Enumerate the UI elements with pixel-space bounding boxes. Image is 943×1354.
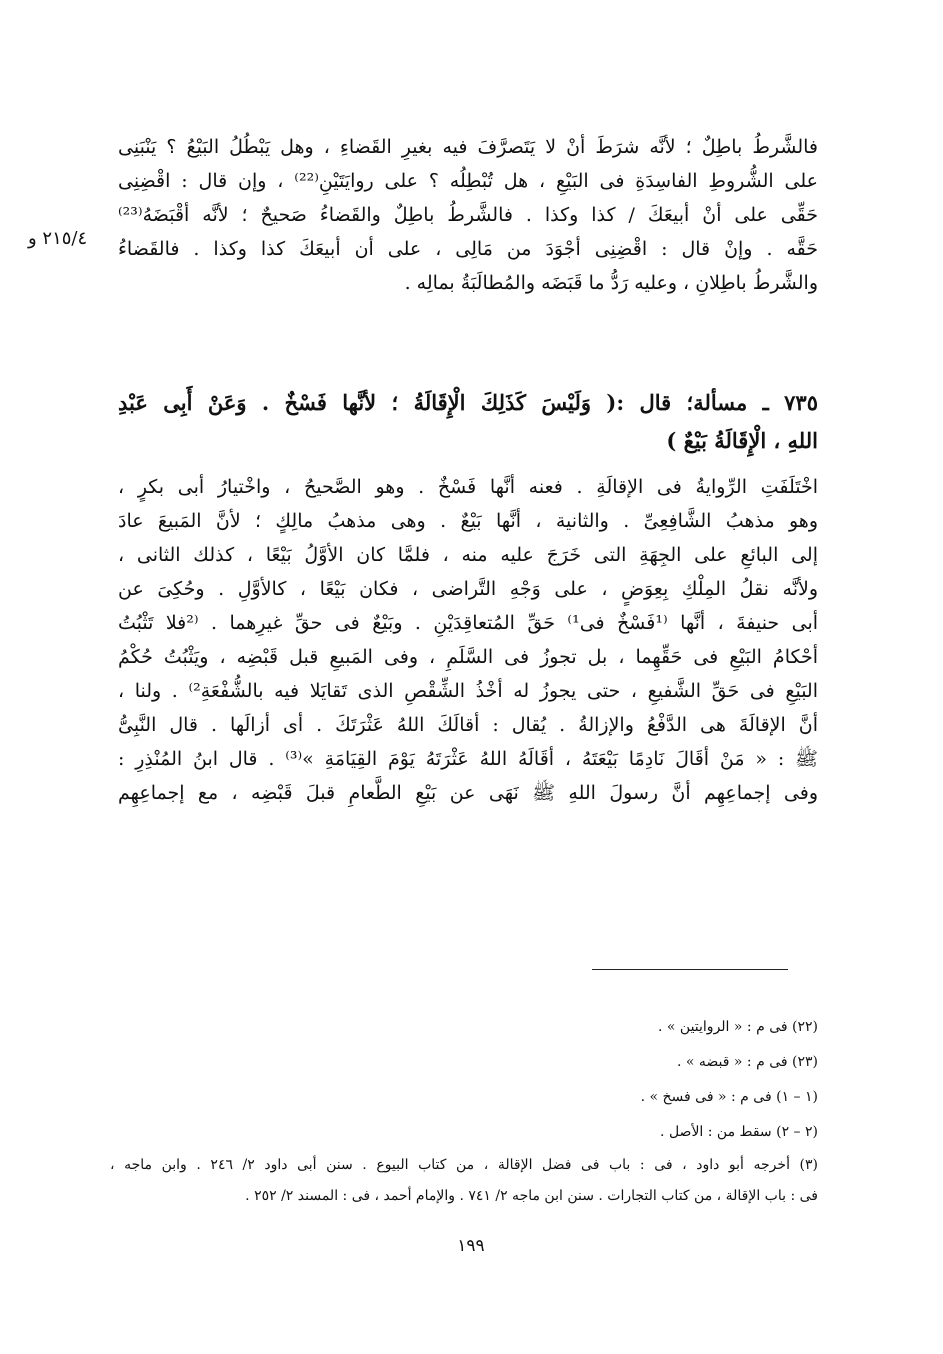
text-line: وفى إجماعِهِم أنَّ رسولَ اللهِ ﷺ نَهَى عن بَيْعِ الطَّعامِ قبلَ قَبْضِه ، مع إجماعِهِم [118,782,818,804]
page-number: ١٩٩ [457,1236,485,1256]
footnote-line: فى : باب الإقالة ، من كتاب التجارات . سنن ابن ماجه ٢/ ٧٤١ . والإمام أحمد ، فى : المسند ٢/ ٢٥٢ . [245,1188,818,1204]
footnote-line: (٣) أخرجه أبو داود ، فى : باب فى فضل الإقالة ، من كتاب البيوع . سنن أبى داود ٢/ ٢٤٦ . وابن ماجه ، [110,1157,818,1173]
footnotes [110,1010,818,1212]
text-line: حَقَّه . وإنْ قال : اقْضِنِى أجْوَدَ من مَالِى ، على أن أبيعَكَ كذا وكذا . فالقَضاءُ [118,238,818,260]
text-line: ولأنَّه نقلُ المِلْكِ بِعِوَضٍ ، على وَجْهِ التَّراضى ، فكان بَيْعًا ، كالأوَّلِ . وحُكِىَ عن [118,578,818,600]
text-line: البَيْعِ فى حَقِّ الشَّفيعِ ، حتى يجوزُ له أخْذُ الشِّقْصِ الذى تَقايَلا فيه بالشُّفْعَةِ²⁾ . ولنا ، [118,680,818,702]
text-line: على الشُّروطِ الفاسِدَةِ فى البَيْعِ ، هل تُبْطِلُه ؟ على روايَتَيْنِ⁽²²⁾ ، وإن قال : اقْضِنِى [118,170,818,192]
text-line: إلى البائعِ على الجِهَةِ التى خَرَجَ عليه منه ، فلمَّا كان الأوَّلُ بَيْعًا ، كذلك الثانى ، [118,544,818,566]
text-line: أحْكامُ البَيْعِ فى حَقِّهِما ، بل تجوزُ فى السَّلَمِ ، وفى المَبيعِ قبل قَبْضِه ، ويَثْبُتُ حُكْمُ [118,646,818,668]
footnote: (٢٢) فى م : « الروايتين » . [658,1019,818,1035]
text-line: اخْتَلَفَتِ الرِّوايةُ فى الإقالَةِ . فعنه أنَّها فَسْخٌ . وهو الصَّحيحُ ، واخْتيارُ أبى بكرٍ ، [118,476,818,498]
text-line: أنَّ الإقالَةَ هى الدَّفْعُ والإزالةُ . يُقال : أقالَكَ اللهُ عَثْرَتَكَ . أى أزالَها . قال النَّبِىُّ [118,714,818,736]
text-line: فالشَّرطُ باطِلٌ ؛ لأنَّه شرَطَ أنْ لا يَتَصرَّفَ فيه بغيرِ القَضاءِ ، وهل يَبْطُلُ البَيْعُ ؟ يَنْبَنِى [118,136,818,158]
footnote: (١ – ١) فى م : « فى فسخ » . [640,1089,818,1105]
footnote: (٢٣) فى م : « قبضه » . [676,1054,818,1070]
margin-manuscript-reference: ٢١٥/٤ و [28,228,88,249]
paragraph-conditions [118,130,818,300]
heading-line: اللهِ ، الْإِقَالَةُ بَيْعٌ ) [666,428,818,453]
text-line: حَقِّى على أنْ أبيعَكَ / كذا وكذا . فالشَّرطُ باطِلٌ والقَضاءُ صَحيحٌ ؛ لأنَّه أقْبَضَهُ⁽²³⁾ [118,204,818,226]
text-line: والشَّرطُ باطِلانِ ، وعليه رَدُّ ما قَبَضَه والمُطالَبَةُ بمالِه . [404,272,818,294]
text-line: ﷺ : « مَنْ أقَالَ نَادِمًا بَيْعَتَهُ ، أقَالَهُ اللهُ عَثْرَتَهُ يَوْمَ القِيَامَةِ »⁽³⁾ . قال ابنُ المُنْذِرِ : [118,748,818,770]
heading-line: ٧٣٥ ـ مسألة؛ قال :( وَلَيْسَ كَذَلِكَ الْإِقَالَةُ ؛ لأنَّها فَسْخٌ . وَعَنْ أَبِى عَبْدِ [118,390,818,415]
paragraph-iqala [118,470,818,810]
text-line: وهو مذهبُ الشَّافِعِىِّ . والثانية ، أنَّها بَيْعٌ . وهى مذهبُ مالِكٍ ؛ لأنَّ المَبيعَ عادَ [118,510,818,532]
text-line: أبى حنيفةَ ، أنَّها ⁽¹فَسْخٌ فى¹⁾ حَقِّ المُتعاقِدَيْنِ . وبَيْعٌ فى حقِّ غيرِهما . ⁽²فلا تَثْبُتُ [118,612,818,634]
footnote: (٢ – ٢) سقط من : الأصل . [660,1124,818,1140]
footnote-separator [592,969,788,970]
issue-heading-735 [118,384,818,460]
